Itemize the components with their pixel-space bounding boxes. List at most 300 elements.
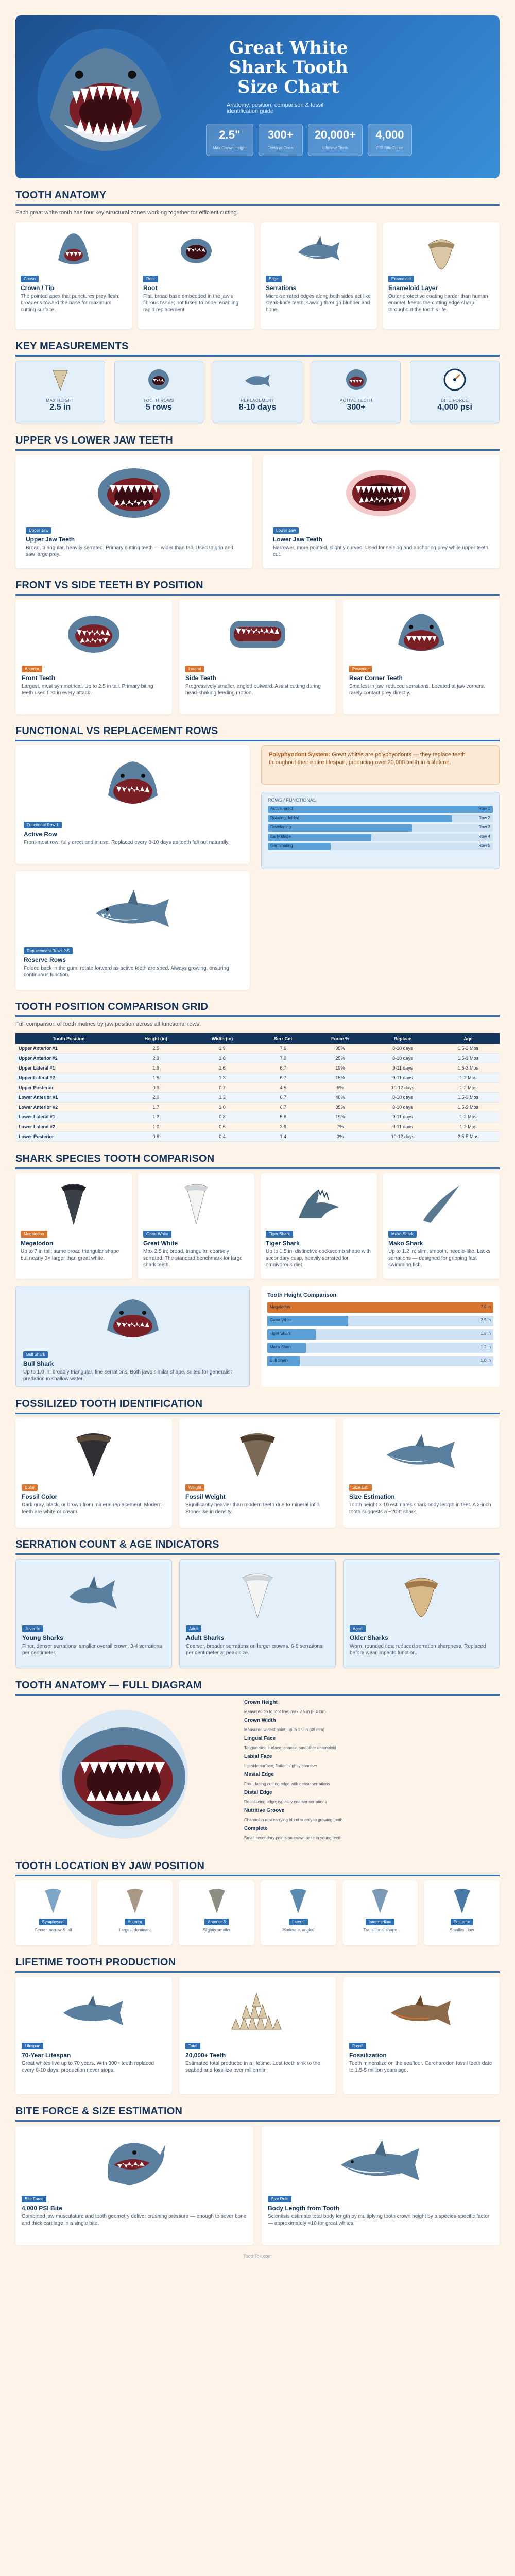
card-badge: Functional Row 1: [24, 822, 62, 828]
card-desc: Tooth height × 10 estimates shark body length in feet. A 2-inch tooth suggests a ~20-ft shark.: [349, 1502, 491, 1515]
card-badge: Root: [143, 276, 158, 282]
table-cell: 1.2: [122, 1112, 190, 1122]
measurement-label: TOOTH ROWS: [143, 398, 175, 403]
row-bar: [268, 806, 493, 813]
row-bar-row: Row 1: [478, 806, 490, 811]
card-desc: Flat, broad base embedded in the jaw's fibrous tissue; not fused to bone, enabling rapid replacement.: [143, 294, 239, 313]
card-badge: Edge: [266, 276, 282, 282]
height-bar-label: Megalodon: [270, 1304, 290, 1309]
card-title: Lower Jaw Teeth: [273, 536, 322, 543]
measurement-value: 4,000 psi: [437, 403, 472, 412]
height-bar-label: Bull Shark: [270, 1358, 289, 1363]
tooth-icon: [452, 1886, 472, 1914]
species-card-megalodon: [15, 1173, 132, 1279]
table-cell: 5%: [312, 1083, 368, 1093]
height-bar-value: 1.0 in: [480, 1358, 491, 1363]
section-title-upper-lower: UPPER VS LOWER JAW TEETH: [15, 435, 500, 451]
table-cell: 7.0: [254, 1054, 312, 1063]
table-cell: Lower Lateral #2: [15, 1122, 122, 1132]
anatomy-label: [244, 1700, 500, 1715]
table-cell: 1.4: [254, 1132, 312, 1142]
shark-mouth-icon: [146, 367, 171, 392]
card-badge: Tiger Shark: [266, 1231, 293, 1238]
shark-side-icon: [296, 232, 342, 268]
card-title: 4,000 PSI Bite: [22, 2205, 62, 2212]
card-badge: Size Rule: [268, 2196, 291, 2202]
card-desc: Up to 1.2 in; slim, smooth, needle-like. Lacks serrations — designed for gripping fast swimming fish.: [388, 1249, 491, 1268]
card-badge: Adult: [186, 1625, 201, 1632]
stat-label: Teeth at Once: [267, 145, 294, 150]
rear-teeth-card: [343, 600, 500, 714]
shark-jaw-diagram-icon: [41, 1705, 206, 1844]
table-cell: 2.5-5 Mos: [437, 1132, 500, 1142]
card-title: Fossilization: [349, 2052, 387, 2059]
measurement-card: [213, 361, 302, 423]
card-desc: Max 2.5 in; broad, triangular, coarsely serrated. The standard benchmark for large shark teeth.: [143, 1249, 243, 1268]
lifespan-card: [15, 1977, 172, 2094]
measurement-card: [410, 361, 500, 423]
table-cell: 19%: [312, 1112, 368, 1122]
anatomy-label-desc: Channel in root carrying blood supply to growing tooth: [244, 1818, 343, 1822]
table-cell: 2.3: [122, 1054, 190, 1063]
table-cell: 6.7: [254, 1093, 312, 1103]
anatomy-label-title: Nutritive Groove: [244, 1808, 285, 1814]
card-title: Active Row: [24, 831, 57, 838]
card-title: Body Length from Tooth: [268, 2205, 340, 2212]
card-badge: Enameloid: [388, 276, 414, 282]
card-badge: Symphyseal: [39, 1919, 68, 1925]
card-title: Megalodon: [21, 1240, 54, 1247]
card-title: Reserve Rows: [24, 956, 66, 963]
measurement-value: 300+: [347, 403, 366, 412]
card-title: Enameloid Layer: [388, 284, 438, 292]
card-title: 20,000+ Teeth: [185, 2052, 226, 2059]
measurement-label: REPLACEMENT: [241, 398, 274, 403]
card-desc: Progressively smaller, angled outward. Assist cutting during head-shaking feeding motion.: [185, 684, 321, 696]
table-cell: 15%: [312, 1073, 368, 1083]
height-bar-fill: [267, 1302, 493, 1313]
stat-label: Max Crown Height: [213, 145, 247, 150]
card-desc: Coarser, broader serrations on larger crowns. 6-8 serrations per centimeter at peak size.: [186, 1643, 323, 1656]
table-cell: 0.7: [190, 1083, 254, 1093]
table-cell: 10-12 days: [369, 1083, 437, 1093]
section-title-jaw-location: TOOTH LOCATION BY JAW POSITION: [15, 1860, 500, 1876]
measurement-value: 2.5 in: [49, 403, 71, 412]
table-cell: 9-11 days: [369, 1063, 437, 1073]
anatomy-labels: [244, 1700, 500, 1844]
table-cell: 9-11 days: [369, 1112, 437, 1122]
species-cards: [15, 1173, 500, 1279]
card-badge: Upper Jaw: [26, 527, 52, 534]
table-cell: 5.6: [254, 1112, 312, 1122]
table-cell: 1.5: [122, 1073, 190, 1083]
shark-swimming-icon: [60, 1993, 127, 2029]
table-cell: Lower Posterior: [15, 1132, 122, 1142]
card-title: Serrations: [266, 284, 297, 292]
jaw-position-card: [15, 1880, 91, 1945]
note-text: Great whites are polyphyodonts — they replace teeth throughout their entire lifespan, producing over 20,000 teeth in a lifetime.: [269, 752, 466, 766]
young-sharks-card: [15, 1559, 172, 1668]
card-title: Older Sharks: [350, 1634, 388, 1641]
card-title: Root: [143, 284, 158, 292]
tooth-icon: [50, 367, 71, 392]
table-cell: 0.9: [122, 1083, 190, 1093]
table-cell: 1.9: [122, 1063, 190, 1073]
stat-card: [308, 124, 363, 156]
anatomy-label-desc: Rear-facing edge; typically coarser serrations: [244, 1800, 327, 1804]
table-cell: Lower Anterior #2: [15, 1103, 122, 1112]
anatomy-card-root: [138, 222, 254, 329]
shark-attack-icon: [98, 2134, 170, 2191]
megalodon-tooth-icon: [58, 1180, 89, 1226]
measurement-value: 8-10 days: [238, 403, 277, 412]
dark-fossil-tooth-icon: [73, 1427, 114, 1479]
stat-card: [259, 124, 303, 156]
jaw-position-card: [424, 1880, 500, 1945]
reserve-rows-card: [15, 871, 250, 990]
table-cell: 1.5-3 Mos: [437, 1054, 500, 1063]
anatomy-label-title: Crown Height: [244, 1700, 278, 1705]
card-title: Size Estimation: [349, 1493, 395, 1500]
table-cell: 6.7: [254, 1073, 312, 1083]
hero-stats: [206, 124, 412, 156]
table-cell: 9-11 days: [369, 1073, 437, 1083]
section-title-lifetime: LIFETIME TOOTH PRODUCTION: [15, 1957, 500, 1973]
card-badge: Anterior: [22, 666, 42, 672]
card-title: Tiger Shark: [266, 1240, 300, 1247]
card-desc: Moderate, angled: [282, 1928, 315, 1933]
anatomy-label-title: Complete: [244, 1826, 268, 1832]
section-title-serration: SERRATION COUNT & AGE INDICATORS: [15, 1539, 500, 1555]
anatomy-label: [244, 1736, 500, 1751]
column-header: Serr Cnt: [254, 1033, 312, 1044]
card-badge: Great White: [143, 1231, 171, 1238]
anatomy-label-desc: Front-facing cutting edge with dense serrations: [244, 1782, 330, 1786]
active-row-card: [15, 745, 250, 864]
section-title-full-anatomy: TOOTH ANATOMY — FULL DIAGRAM: [15, 1680, 500, 1696]
shark-head-illustration: [36, 27, 175, 166]
adult-sharks-card: [179, 1559, 336, 1668]
height-bar-value: 2.5 in: [480, 1318, 491, 1323]
card-desc: The pointed apex that punctures prey flesh; broadens toward the base for maximum cutting surface.: [21, 294, 120, 313]
column-header: Replace: [369, 1033, 437, 1044]
card-desc: Dark gray, black, or brown from mineral replacement. Modern teeth are white or cream.: [22, 1502, 162, 1515]
row-bar-row: Row 5: [478, 843, 490, 848]
section-subtitle-comparison: Full comparison of tooth metrics by jaw position across all functional rows.: [15, 1021, 201, 1027]
card-desc: Narrower, more pointed, slightly curved. Used for seizing and anchoring prey while upper teeth cut.: [273, 545, 488, 557]
card-desc: Worn, rounded tips; reduced serration sharpness. Replaced before wear impacts function.: [350, 1643, 486, 1656]
row-bar: [268, 815, 493, 822]
row-bar-label: Germinating: [270, 843, 293, 848]
shark-swimming-icon: [383, 1432, 460, 1473]
size-estimation-card: [343, 1418, 500, 1528]
card-desc: Teeth mineralize on the seafloor. Carcharodon fossil teeth date to 1.5-5 million years ago.: [349, 2061, 492, 2073]
table-row: [15, 1073, 500, 1083]
card-badge: Lateral: [289, 1919, 307, 1925]
table-cell: 6.7: [254, 1103, 312, 1112]
table-cell: 35%: [312, 1103, 368, 1112]
table-cell: 6.7: [254, 1063, 312, 1073]
card-desc: Folded back in the gum; rotate forward as active teeth are shed. Always growing, ensuring continuous function.: [24, 965, 229, 978]
measurement-card: [312, 361, 401, 423]
full-anatomy-section: [15, 1700, 500, 1849]
measurement-card: [114, 361, 204, 423]
anatomy-label-desc: Tongue-side surface; convex, smoother enameloid: [244, 1745, 336, 1750]
anatomy-label-title: Distal Edge: [244, 1790, 272, 1795]
row-bar-fill: [268, 806, 493, 813]
card-desc: Up to 1.0 in; broadly triangular, fine serrations. Both jaws similar shape, suited for generalist predation in shallow water.: [23, 1369, 232, 1382]
card-desc: Broad, triangular, heavily serrated. Primary cutting teeth — wider than tall. Used to grip and saw large prey.: [26, 545, 233, 557]
tooth-icon: [207, 1886, 227, 1914]
front-teeth-icon: [65, 611, 122, 657]
row-bar-row: Row 2: [478, 816, 490, 820]
great-white-tooth-icon: [181, 1180, 212, 1226]
card-badge: Bull Shark: [23, 1351, 48, 1358]
stat-value: 300+: [268, 128, 294, 141]
measurement-card: [15, 361, 105, 423]
older-sharks-card: [343, 1559, 500, 1668]
section-title-bite: BITE FORCE & SIZE ESTIMATION: [15, 2106, 500, 2122]
worn-tooth-icon: [401, 1568, 442, 1620]
table-cell: 9-11 days: [369, 1122, 437, 1132]
height-bar: [267, 1356, 493, 1366]
card-desc: Great whites live up to 70 years. With 300+ teeth replaced every 8-10 days, production never stops.: [22, 2061, 154, 2073]
species-card-mako: [383, 1173, 500, 1279]
height-bar-label: Great White: [270, 1318, 292, 1323]
fossil-shark-icon: [388, 1993, 455, 2029]
page-subtitle: Anatomy, position, comparison & fossil identification guide: [227, 101, 324, 114]
table-cell: 1.6: [190, 1063, 254, 1073]
card-desc: Finer, denser serrations; smaller overall crown. 3-4 serrations per centimeter.: [22, 1643, 162, 1656]
stat-card: [368, 124, 412, 156]
card-badge: Aged: [350, 1625, 366, 1632]
column-header: Tooth Position: [15, 1033, 122, 1044]
section-title-anatomy: TOOTH ANATOMY: [15, 190, 500, 206]
table-cell: 8-10 days: [369, 1103, 437, 1112]
anatomy-label: [244, 1718, 500, 1733]
table-cell: 7%: [312, 1122, 368, 1132]
polyphyodont-note: [261, 745, 500, 785]
card-desc: Combined jaw musculature and tooth geometry deliver crushing pressure — enough to sever bone and thick cartilage in a single bite.: [22, 2214, 247, 2226]
species-card-great-white: [138, 1173, 254, 1279]
card-desc: Estimated total produced in a lifetime. Lost teeth sink to the seabed and fossilize over millennia.: [185, 2061, 320, 2073]
table-cell: 1.3: [190, 1073, 254, 1083]
card-desc: Scientists estimate total body length by multiplying tooth crown height by a species-specific factor — approximately ×10 for great whites.: [268, 2214, 490, 2226]
jaw-position-card: [179, 1880, 254, 1945]
stat-label: Lifetime Teeth: [322, 145, 348, 150]
row-bar-label: Developing: [270, 825, 291, 829]
upper-jaw-icon: [95, 465, 173, 521]
table-cell: 1.0: [190, 1103, 254, 1112]
shark-icon: [243, 367, 272, 392]
table-cell: 1-2 Mos: [437, 1083, 500, 1093]
jaw-position-card: [342, 1880, 418, 1945]
card-title: Bull Shark: [23, 1360, 54, 1367]
tooth-height-chart: [261, 1286, 500, 1387]
anatomy-label: [244, 1826, 500, 1841]
card-desc: Micro-serrated edges along both sides act like steak-knife teeth, sawing through blubber and bone.: [266, 294, 371, 313]
table-row: [15, 1083, 500, 1093]
stat-value: 4,000: [375, 128, 404, 141]
card-desc: Transitional shape: [363, 1928, 397, 1933]
card-title: Front Teeth: [22, 674, 56, 682]
table-cell: 0.6: [190, 1122, 254, 1132]
shark-mouth-icon: [176, 229, 217, 270]
anatomy-label-title: Labial Face: [244, 1754, 272, 1759]
anatomy-label-title: Crown Width: [244, 1718, 276, 1723]
card-badge: Mako Shark: [388, 1231, 417, 1238]
tiger-shark-tooth-icon: [296, 1182, 342, 1224]
table-cell: 1-2 Mos: [437, 1112, 500, 1122]
card-desc: Outer protective coating harder than human enamel, keeps the cutting edge sharp throughout the tooth's life.: [388, 294, 488, 313]
table-cell: 0.6: [122, 1132, 190, 1142]
table-cell: 1.8: [190, 1054, 254, 1063]
anatomy-label: [244, 1808, 500, 1823]
rear-teeth-icon: [393, 608, 450, 660]
table-cell: 19%: [312, 1063, 368, 1073]
stat-label: PSI Bite Force: [376, 145, 403, 150]
section-title-fossil: FOSSILIZED TOOTH IDENTIFICATION: [15, 1398, 500, 1414]
table-cell: 8-10 days: [369, 1044, 437, 1054]
card-badge: Color: [22, 1484, 38, 1491]
card-title: Young Sharks: [22, 1634, 63, 1641]
card-badge: Fossil: [349, 2043, 366, 2049]
table-cell: 95%: [312, 1044, 368, 1054]
card-title: Rear Corner Teeth: [349, 674, 403, 682]
height-bar-value: 7.0 in: [480, 1304, 491, 1309]
table-row: [15, 1063, 500, 1073]
card-desc: Smallest, low: [450, 1928, 474, 1933]
jaw-position-card: [97, 1880, 173, 1945]
measurement-label: BITE FORCE: [441, 398, 469, 403]
column-header: Height (in): [122, 1033, 190, 1044]
table-cell: 1.5-3 Mos: [437, 1103, 500, 1112]
table-cell: 1.0: [122, 1122, 190, 1132]
comparison-table: [15, 1033, 500, 1142]
front-teeth-card: [15, 600, 172, 714]
card-desc: Up to 1.5 in; distinctive cockscomb shape with secondary cusp, heavily serrated for omnivorous diet.: [266, 1249, 371, 1268]
table-row: [15, 1103, 500, 1112]
card-desc: Largest dominant: [119, 1928, 151, 1933]
adult-tooth-icon: [239, 1568, 276, 1620]
table-cell: 4.5: [254, 1083, 312, 1093]
anatomy-label: [244, 1772, 500, 1787]
card-desc: Front-most row: fully erect and in use. Replaced every 8-10 days as teeth fall out naturally.: [24, 840, 230, 845]
table-cell: 8-10 days: [369, 1093, 437, 1103]
column-header: Width (in): [190, 1033, 254, 1044]
card-badge: Anterior 3: [204, 1919, 229, 1925]
card-badge: Total: [185, 2043, 200, 2049]
section-title-functional: FUNCTIONAL VS REPLACEMENT ROWS: [15, 725, 500, 741]
card-title: Side Teeth: [185, 674, 216, 682]
table-cell: Upper Lateral #2: [15, 1073, 122, 1083]
card-desc: Up to 7 in tall; same broad triangular shape but nearly 3× larger than great white.: [21, 1249, 119, 1261]
card-badge: Lateral: [185, 666, 204, 672]
row-bar-label: Active, erect: [270, 806, 294, 811]
table-cell: 1.5-3 Mos: [437, 1063, 500, 1073]
height-bar-value: 1.5 in: [480, 1331, 491, 1336]
card-badge: Intermediate: [366, 1919, 394, 1925]
table-cell: Upper Posterior: [15, 1083, 122, 1093]
table-cell: 2.5: [122, 1044, 190, 1054]
table-row: [15, 1044, 500, 1054]
card-desc: Center, narrow & tall: [35, 1928, 72, 1933]
table-row: [15, 1093, 500, 1103]
page-title: Great White Shark Tooth Size Chart: [229, 37, 348, 97]
table-cell: 0.8: [190, 1112, 254, 1122]
table-cell: 25%: [312, 1054, 368, 1063]
row-bar: [268, 824, 493, 832]
table-row: [15, 1112, 500, 1122]
jaw-location-cards: [15, 1880, 500, 1945]
mako-shark-tooth-icon: [418, 1182, 465, 1224]
anatomy-label-desc: Measured widest point; up to 1.9 in (48 mm): [244, 1727, 325, 1732]
anatomy-label: [244, 1790, 500, 1805]
table-cell: 7.6: [254, 1044, 312, 1054]
column-header: Force %: [312, 1033, 368, 1044]
card-title: 70-Year Lifespan: [22, 2052, 71, 2059]
bars-heading: ROWS / FUNCTIONAL: [268, 798, 316, 803]
table-cell: 3%: [312, 1132, 368, 1142]
card-badge: Size Est.: [349, 1484, 372, 1491]
table-cell: 1.5-3 Mos: [437, 1044, 500, 1054]
section-title-species: SHARK SPECIES TOOTH COMPARISON: [15, 1153, 500, 1169]
height-bar-label: Mako Shark: [270, 1345, 292, 1349]
card-badge: Replacement Rows 2-5: [24, 947, 73, 954]
section-title-comparison: TOOTH POSITION COMPARISON GRID: [15, 1001, 500, 1017]
front-side-cards: [15, 600, 500, 714]
table-cell: Upper Anterior #1: [15, 1044, 122, 1054]
table-row: [15, 1122, 500, 1132]
stat-card: [206, 124, 253, 156]
lifetime-cards: [15, 1977, 500, 2094]
table-cell: 8-10 days: [369, 1054, 437, 1063]
row-bar: [268, 843, 493, 850]
body-length-card: [262, 2126, 500, 2245]
measurement-cards: [15, 361, 500, 423]
shark-head-icon: [53, 229, 94, 270]
card-badge: Lifespan: [22, 2043, 43, 2049]
measurement-label: MAX HEIGHT: [46, 398, 75, 403]
card-desc: Smallest in jaw, reduced serrations. Located at jaw corners, rarely contact prey directly.: [349, 684, 485, 696]
row-bar: [268, 834, 493, 841]
tooth-icon: [423, 229, 459, 270]
card-title: Great White: [143, 1240, 178, 1247]
table-cell: 1.7: [122, 1103, 190, 1112]
anatomy-label: [244, 1754, 500, 1769]
card-badge: Lower Jaw: [273, 527, 299, 534]
upper-jaw-card: [15, 455, 252, 568]
section-title-measurements: KEY MEASUREMENTS: [15, 341, 500, 357]
card-badge: Posterior: [349, 666, 372, 672]
gauge-icon: [442, 367, 467, 392]
anatomy-label-title: Lingual Face: [244, 1736, 276, 1741]
species-card-tiger: [261, 1173, 377, 1279]
card-title: Fossil Weight: [185, 1493, 226, 1500]
shark-open-mouth-icon: [102, 754, 164, 816]
anatomy-label-title: Mesial Edge: [244, 1772, 274, 1777]
fossil-cards: [15, 1418, 500, 1528]
table-cell: Upper Anterior #2: [15, 1054, 122, 1063]
section-subtitle-anatomy: Each great white tooth has four key structural zones working together for efficient cutting.: [15, 210, 238, 216]
chart-title: Tooth Height Comparison: [267, 1292, 337, 1298]
card-title: Fossil Color: [22, 1493, 58, 1500]
tooth-icon: [370, 1886, 390, 1914]
table-cell: 1.5-3 Mos: [437, 1093, 500, 1103]
measurement-label: ACTIVE TEETH: [339, 398, 373, 403]
bull-shark-row: [15, 1286, 500, 1387]
row-bar-row: Row 4: [478, 834, 490, 839]
